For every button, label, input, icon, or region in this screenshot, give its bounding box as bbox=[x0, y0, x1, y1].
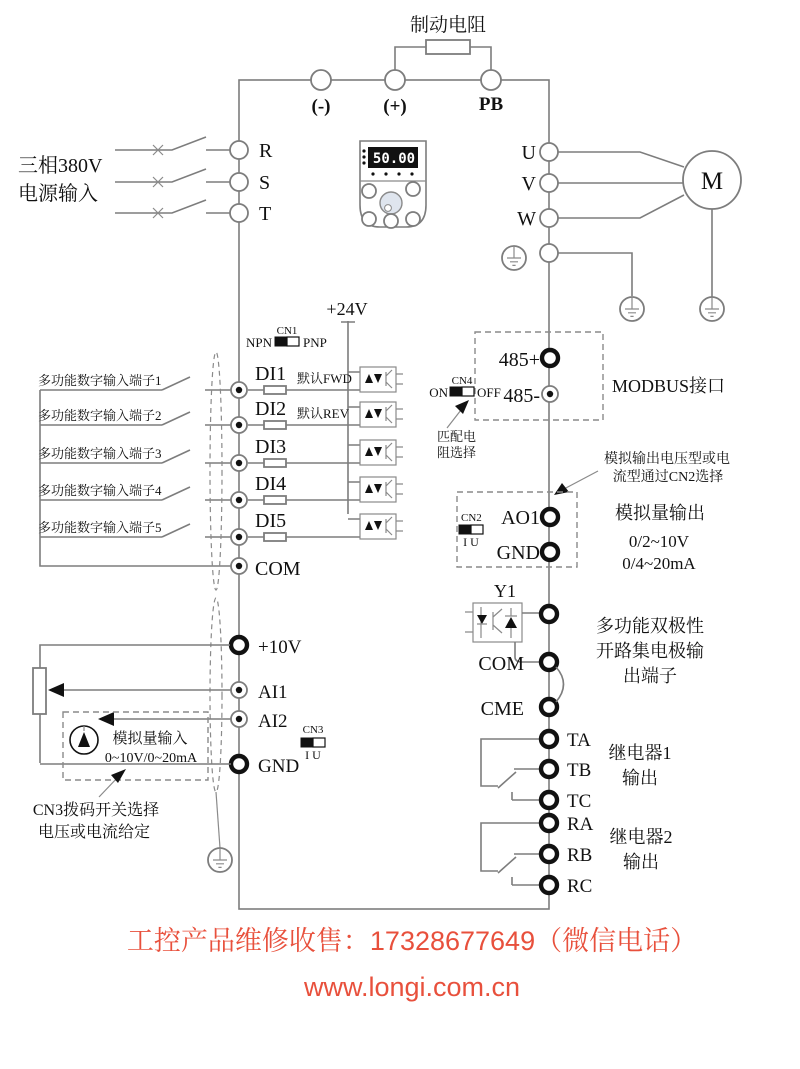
relay2-name: 继电器2 bbox=[609, 827, 673, 847]
di2-label: DI2 bbox=[255, 398, 287, 420]
relay1-name: 继电器1 bbox=[608, 743, 672, 763]
com-row bbox=[231, 558, 301, 580]
ao-note-line1: 模拟输出电压型或电 bbox=[604, 452, 730, 467]
terminal-agnd bbox=[231, 756, 247, 772]
w-label: W bbox=[517, 208, 536, 230]
analog-source-label: 模拟量输入 bbox=[112, 731, 188, 747]
rb-label: RB bbox=[567, 845, 593, 866]
open-collector-section bbox=[465, 581, 704, 720]
terminal-10v bbox=[231, 637, 247, 653]
ground-icon bbox=[208, 848, 232, 872]
terminal-rb bbox=[541, 846, 557, 862]
keypad-panel bbox=[360, 141, 426, 228]
485p-label: 485+ bbox=[498, 349, 540, 371]
cn3-label: CN3 bbox=[302, 724, 324, 736]
terminal-485p bbox=[542, 350, 558, 366]
di5-label: DI5 bbox=[255, 510, 287, 532]
cn3-note-arrow bbox=[111, 769, 126, 783]
cn4-switch bbox=[462, 387, 474, 396]
485n-label: 485- bbox=[503, 385, 540, 407]
cable-shield bbox=[208, 352, 232, 872]
terminal-u bbox=[540, 143, 558, 161]
u-label: U bbox=[521, 142, 536, 164]
terminal-v bbox=[540, 174, 558, 192]
cn4-switch bbox=[450, 387, 462, 396]
footer-website-link[interactable]: www.longi.com.cn bbox=[303, 972, 521, 1002]
ext-input-label-5: 多功能数字输入端子5 bbox=[38, 520, 162, 535]
relay2-section bbox=[481, 814, 673, 897]
cn2-iu-label: I U bbox=[463, 535, 479, 549]
cn3-iu-label: I U bbox=[305, 748, 321, 762]
cn2-switch bbox=[471, 525, 483, 534]
ext-input-label-4: 多功能数字输入端子4 bbox=[38, 483, 162, 498]
dc-plus-label: (+) bbox=[383, 96, 407, 117]
di5-row bbox=[231, 510, 403, 545]
terminal-w bbox=[540, 209, 558, 227]
relay1-section bbox=[481, 730, 672, 812]
ground-icon bbox=[502, 246, 526, 270]
ext-input-label-3: 多功能数字输入端子3 bbox=[38, 446, 162, 461]
cn2-label: CN2 bbox=[461, 512, 482, 524]
cn4-label: CN4 bbox=[451, 375, 473, 387]
cn4-note-line2: 阻选择 bbox=[437, 445, 477, 460]
di3-row bbox=[231, 436, 403, 471]
tc-label: TC bbox=[567, 791, 592, 812]
modbus-title: MODBUS接口 bbox=[612, 376, 726, 396]
external-switches bbox=[38, 373, 231, 566]
ta-label: TA bbox=[567, 730, 591, 751]
keypad-button bbox=[362, 184, 376, 198]
cn1-label: CN1 bbox=[276, 325, 298, 337]
brake-resistor-label: 制动电阻 bbox=[409, 15, 487, 36]
oc-desc-line1: 多功能双极性 bbox=[596, 616, 704, 636]
oc-desc-line3: 出端子 bbox=[623, 666, 677, 686]
com-cme-jumper bbox=[556, 667, 564, 702]
oc-desc-line2: 开路集电极输 bbox=[596, 641, 704, 661]
ground-icon bbox=[620, 297, 644, 321]
breaker-t bbox=[115, 200, 230, 218]
cn4-note-arrow bbox=[455, 400, 469, 414]
terminal-dc-plus bbox=[385, 70, 405, 90]
terminal-ra bbox=[541, 815, 557, 831]
tb-label: TB bbox=[567, 760, 592, 781]
rc-label: RC bbox=[567, 876, 593, 897]
com-label: COM bbox=[255, 558, 301, 580]
terminal-pe bbox=[540, 244, 558, 262]
cn3-note-line1: CN3拨码开关选择 bbox=[32, 802, 160, 819]
y1-optocoupler bbox=[473, 603, 522, 642]
cn4-on-label: ON bbox=[429, 385, 448, 400]
di2-row bbox=[231, 398, 403, 433]
motor-label: M bbox=[700, 168, 724, 195]
cme-label: CME bbox=[480, 698, 524, 720]
di1-row bbox=[231, 363, 403, 398]
keypad-button bbox=[362, 212, 376, 226]
y1-label: Y1 bbox=[494, 581, 516, 601]
ao-range-a: 0/4~20mA bbox=[622, 554, 696, 573]
terminal-ao-gnd bbox=[542, 544, 558, 560]
p24v-label: +24V bbox=[326, 299, 368, 319]
footer-contact-line: 工控产品维修收售：17328677649（微信电话） bbox=[126, 926, 698, 956]
terminal-t bbox=[230, 204, 248, 222]
di-rows bbox=[231, 363, 403, 580]
keypad-button bbox=[406, 212, 420, 226]
cn3-note-line2: 电压或电流给定 bbox=[37, 824, 151, 841]
p10v-label: +10V bbox=[258, 637, 302, 658]
oc-com-label: COM bbox=[478, 653, 524, 675]
di1-note: 默认FWD bbox=[297, 371, 352, 386]
ao1-label: AO1 bbox=[501, 507, 540, 529]
brake-resistor-section bbox=[311, 14, 503, 117]
keypad-display-value: 50.00 bbox=[372, 151, 416, 167]
agnd-label: GND bbox=[258, 756, 300, 777]
potentiometer-symbol bbox=[33, 668, 46, 714]
terminal-r bbox=[230, 141, 248, 159]
cn1-pnp-label: PNP bbox=[303, 335, 327, 350]
ai1-label: AI1 bbox=[258, 682, 288, 703]
ai2-arrow bbox=[98, 712, 114, 726]
ao-note-arrow bbox=[554, 483, 569, 495]
breaker-r bbox=[115, 137, 230, 155]
ao-title: 模拟量输出 bbox=[615, 503, 705, 523]
v-label: V bbox=[521, 173, 536, 195]
terminal-tb bbox=[541, 761, 557, 777]
di4-label: DI4 bbox=[255, 473, 287, 495]
analog-output-section bbox=[457, 450, 730, 573]
ra-label: RA bbox=[567, 814, 594, 835]
terminal-rc bbox=[541, 877, 557, 893]
terminal-dc-minus bbox=[311, 70, 331, 90]
cn3-switch bbox=[301, 738, 313, 747]
power-input-line1: 三相380V bbox=[18, 155, 103, 177]
ao-note-line2: 流型通过CN2选择 bbox=[612, 470, 724, 485]
cn4-note-line1: 匹配电 bbox=[437, 429, 477, 444]
relay2-out: 输出 bbox=[623, 852, 659, 872]
cn1-npn-label: NPN bbox=[245, 335, 272, 350]
cn1-switch bbox=[287, 337, 299, 346]
motor-output-section bbox=[502, 142, 741, 321]
ext-input-label-2: 多功能数字输入端子2 bbox=[38, 408, 162, 423]
keypad-button bbox=[406, 182, 420, 196]
footer bbox=[127, 926, 697, 1002]
power-input-line2: 电源输入 bbox=[18, 183, 98, 205]
r-label: R bbox=[259, 140, 273, 162]
keypad-knob bbox=[380, 192, 402, 214]
terminal-ta bbox=[541, 731, 557, 747]
pb-label: PB bbox=[478, 94, 504, 115]
breaker-s bbox=[115, 169, 230, 187]
terminal-ao1 bbox=[542, 509, 558, 525]
modbus-section bbox=[429, 332, 725, 460]
di1-label: DI1 bbox=[255, 363, 287, 385]
analog-source-range: 0~10V/0~20mA bbox=[104, 751, 198, 766]
di2-note: 默认REV bbox=[297, 406, 350, 421]
cn2-switch bbox=[459, 525, 471, 534]
cn3-switch bbox=[313, 738, 325, 747]
cn4-off-label: OFF bbox=[477, 385, 501, 400]
brake-resistor-symbol bbox=[426, 40, 470, 54]
terminal-pb bbox=[481, 70, 501, 90]
keypad-knob-dot bbox=[385, 205, 392, 212]
cn1-switch bbox=[275, 337, 287, 346]
ai2-label: AI2 bbox=[258, 711, 288, 732]
di4-row bbox=[231, 473, 403, 508]
terminal-s bbox=[230, 173, 248, 191]
ai1-arrow bbox=[48, 683, 64, 697]
t-label: T bbox=[259, 203, 272, 225]
di3-label: DI3 bbox=[255, 436, 287, 458]
ao-gnd-label: GND bbox=[496, 542, 540, 564]
ext-input-label-1: 多功能数字输入端子1 bbox=[38, 373, 162, 388]
s-label: S bbox=[259, 172, 271, 194]
terminal-y1 bbox=[541, 606, 557, 622]
keypad-button bbox=[384, 214, 398, 228]
power-input-section bbox=[18, 137, 273, 225]
dc-minus-label: (-) bbox=[311, 96, 331, 117]
terminal-oc-com bbox=[541, 654, 557, 670]
terminal-cme bbox=[541, 699, 557, 715]
ground-icon bbox=[700, 297, 724, 321]
analog-input-section bbox=[33, 637, 325, 841]
ao-range-v: 0/2~10V bbox=[628, 532, 690, 551]
relay1-out: 输出 bbox=[622, 768, 658, 788]
terminal-tc bbox=[541, 792, 557, 808]
